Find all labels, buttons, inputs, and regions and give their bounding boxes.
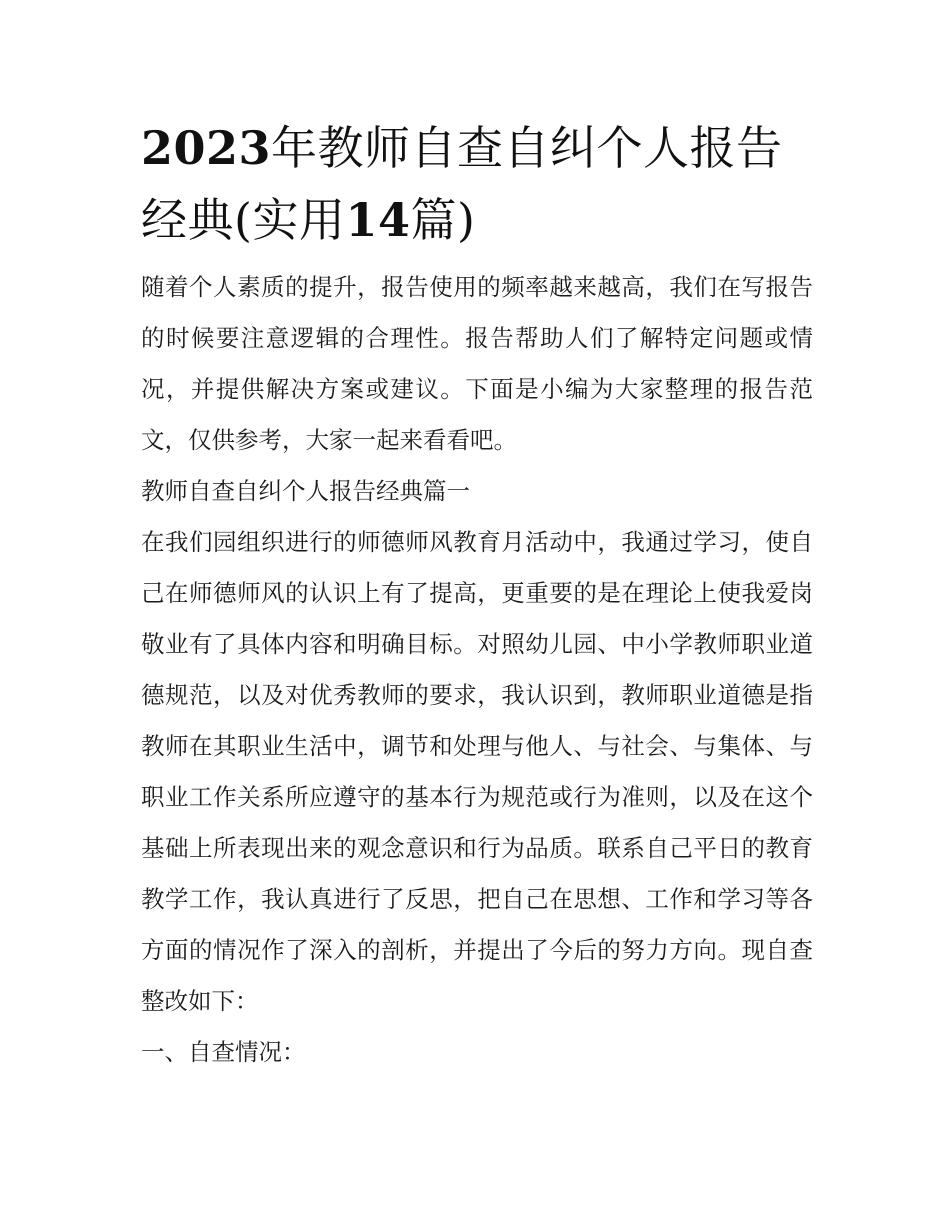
document-content — [141, 112, 813, 1078]
section-title: 教师自查自纠个人报告经典篇一 — [141, 477, 470, 505]
title-text-part2: 篇) — [410, 193, 476, 247]
title-number: 14 — [345, 193, 411, 247]
title-text-part1: 年教师自查自纠个人报告经典(实用 — [141, 121, 783, 247]
title-year: 2023 — [141, 121, 272, 175]
body-paragraph: 在我们园组织进行的师德师风教育月活动中，我通过学习，使自己在师德师风的认识上有了提高，更重要的是在理论上使我爱岗敬业有了具体内容和明确目标。对照幼儿园、中小学教师职业道德规范，以及对优秀教师的要求，我认识到，教师职业道德是指教师在其职业生活中，调节和处理与他人、与社会、与集体、与职业工作关系所应遵守的基本行为规范或行为准则，以及在这个基础上所表现出来的观念意识和行为品质。联系自己平日的教育教学工作，我认真进行了反思，把自己在思想、工作和学习等各方面的情况作了深入的剖析，并提出了今后的努力方向。现自查整改如下： — [141, 528, 813, 1015]
subheading: 一、自查情况： — [141, 1038, 306, 1066]
document-title — [141, 112, 813, 256]
intro-paragraph: 随着个人素质的提升，报告使用的频率越来越高，我们在写报告的时候要注意逻辑的合理性。报告帮助人们了解特定问题或情况，并提供解决方案或建议。下面是小编为大家整理的报告范文，仅供参考，大家一起来看看吧。 — [141, 273, 813, 454]
